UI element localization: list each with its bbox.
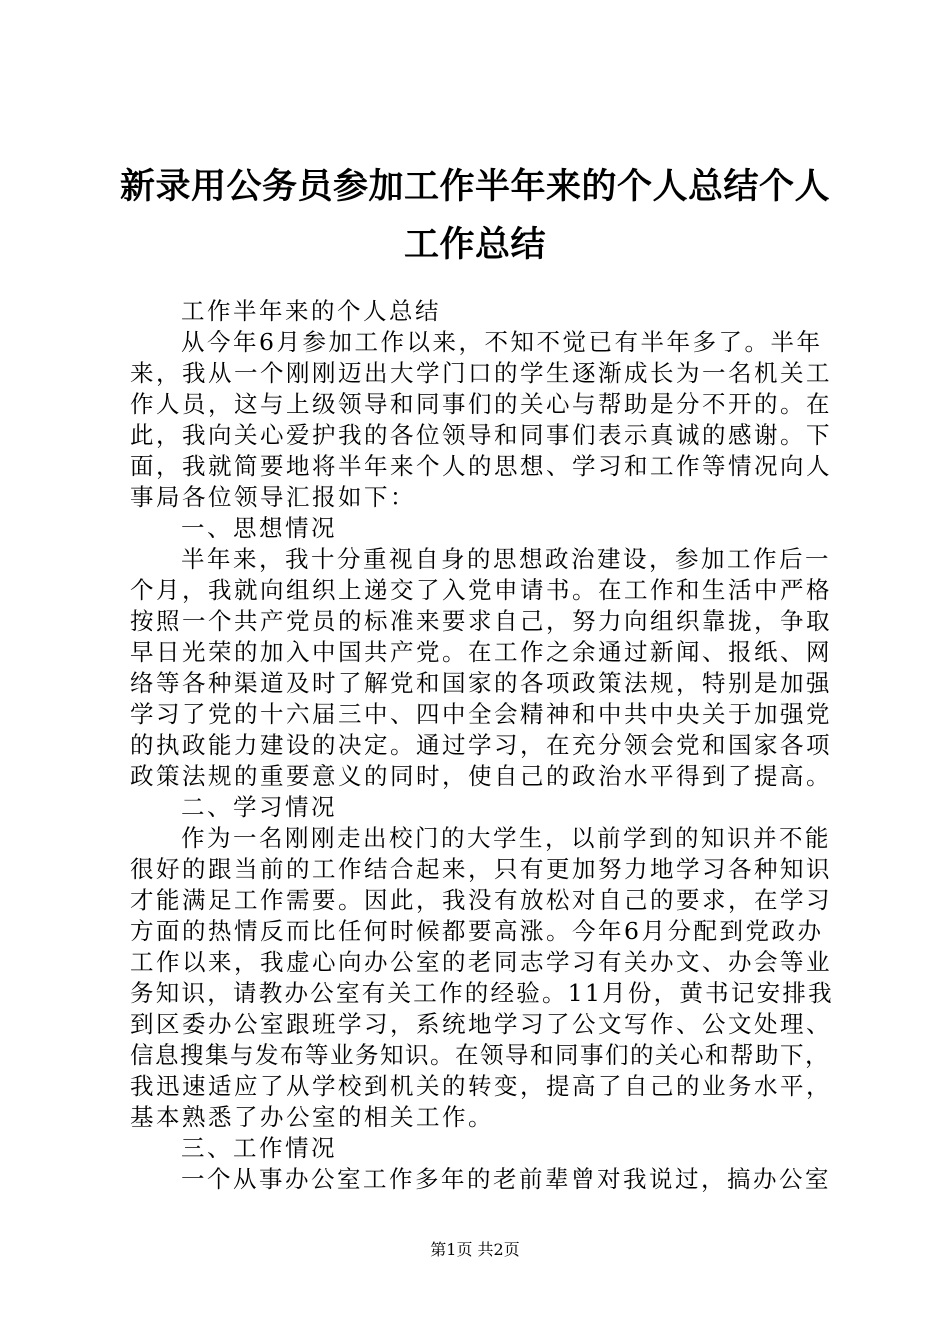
text-line: 务知识，请教办公室有关工作的经验。11月份，黄书记安排我 — [130, 979, 834, 1007]
text-line: 三、工作情况 — [181, 1134, 337, 1162]
title-line-2: 工作总结 — [403, 224, 546, 265]
text-line: 工作半年来的个人总结 — [181, 297, 441, 325]
text-line: 作为一名刚刚走出校门的大学生，以前学到的知识并不能 — [181, 824, 831, 852]
text-line: 学习了党的十六届三中、四中全会精神和中共中央关于加强党 — [130, 700, 832, 728]
document-body — [130, 296, 835, 1195]
text-line: 基本熟悉了办公室的相关工作。 — [130, 1103, 494, 1131]
text-line: 到区委办公室跟班学习，系统地学习了公文写作、公文处理、 — [130, 1010, 832, 1038]
text-line: 络等各种渠道及时了解党和国家的各项政策法规，特别是加强 — [130, 669, 832, 697]
text-line: 方面的热情反而比任何时候都要高涨。今年6月分配到党政办 — [130, 917, 824, 945]
text-line: 政策法规的重要意义的同时，使自己的政治水平得到了提高。 — [130, 762, 832, 790]
text-line: 来，我从一个刚刚迈出大学门口的学生逐渐成长为一名机关工 — [130, 359, 832, 387]
title-line-1: 新录用公务员参加工作半年来的个人总结个人 — [120, 166, 831, 207]
text-line: 我迅速适应了从学校到机关的转变，提高了自己的业务水平， — [130, 1072, 832, 1100]
text-line: 才能满足工作需要。因此，我没有放松对自己的要求，在学习 — [130, 886, 832, 914]
text-line: 个月，我就向组织上递交了入党申请书。在工作和生活中严格 — [130, 576, 832, 604]
text-line: 按照一个共产党员的标准来要求自己，努力向组织靠拢，争取 — [130, 607, 832, 635]
text-line: 信息搜集与发布等业务知识。在领导和同事们的关心和帮助下， — [130, 1041, 830, 1069]
text-line: 很好的跟当前的工作结合起来，只有更加努力地学习各种知识 — [130, 855, 832, 883]
text-line: 从今年6月参加工作以来，不知不觉已有半年多了。半年 — [181, 328, 823, 356]
text-line: 事局各位领导汇报如下： — [130, 483, 416, 511]
text-line: 早日光荣的加入中国共产党。在工作之余通过新闻、报纸、网 — [130, 638, 832, 666]
text-line: 工作以来，我虚心向办公室的老同志学习有关办文、办会等业 — [130, 948, 832, 976]
text-line: 面，我就简要地将半年来个人的思想、学习和工作等情况向人 — [130, 452, 832, 480]
text-line: 此，我向关心爱护我的各位领导和同事们表示真诚的感谢。下 — [130, 421, 832, 449]
text-line: 一、思想情况 — [181, 514, 337, 542]
text-line: 半年来，我十分重视自身的思想政治建设，参加工作后一 — [181, 545, 831, 573]
document-title — [120, 158, 830, 274]
text-line: 二、学习情况 — [181, 793, 337, 821]
text-line: 的执政能力建设的决定。通过学习，在充分领会党和国家各项 — [130, 731, 832, 759]
text-line: 作人员，这与上级领导和同事们的关心与帮助是分不开的。在 — [130, 390, 832, 418]
text-line: 一个从事办公室工作多年的老前辈曾对我说过，搞办公室 — [181, 1165, 831, 1193]
page-footer: 第1页 共2页 — [430, 1240, 520, 1259]
